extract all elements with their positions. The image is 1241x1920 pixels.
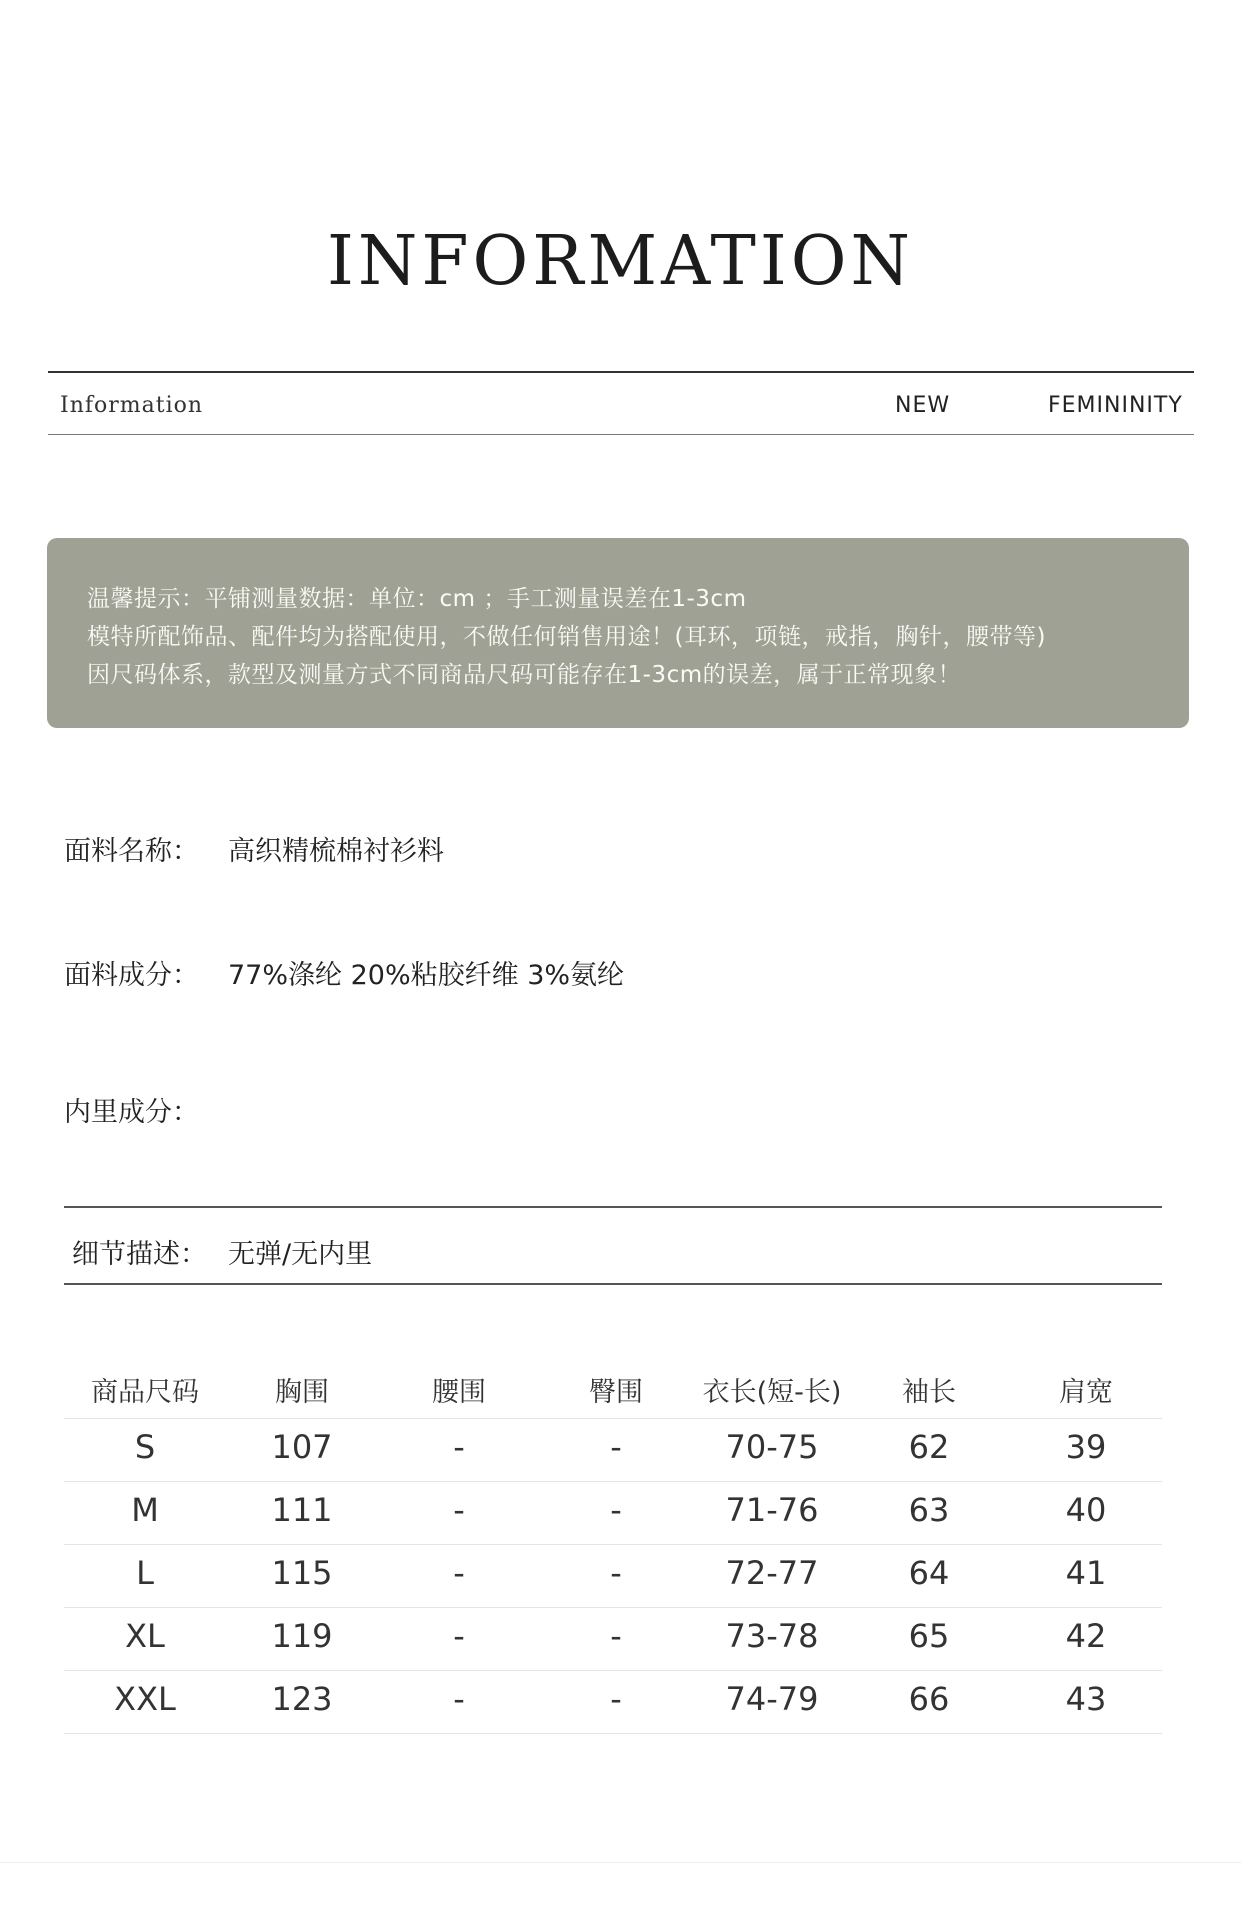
cell-shoulder: 39 xyxy=(1065,1428,1107,1466)
row-divider xyxy=(64,1418,1162,1419)
cell-chest: 107 xyxy=(271,1428,333,1466)
header-cell: 肩宽 xyxy=(1059,1377,1113,1408)
row-divider xyxy=(64,1481,1162,1482)
lining-label: 内里成分： xyxy=(64,1097,199,1128)
header-cell: 商品尺码 xyxy=(91,1377,199,1408)
header-cell: 袖长 xyxy=(902,1377,956,1408)
cell-shoulder: 40 xyxy=(1065,1491,1107,1529)
row-divider xyxy=(64,1607,1162,1608)
notice-line: 温馨提示：平铺测量数据：单位：cm ；手工测量误差在1-3cm xyxy=(87,586,747,612)
cell-length: 73-78 xyxy=(725,1617,819,1655)
header-cell: 衣长(短-长) xyxy=(702,1377,842,1408)
cell-waist: - xyxy=(453,1554,465,1592)
cell-sleeve: 65 xyxy=(908,1617,950,1655)
cell-chest: 111 xyxy=(271,1491,333,1529)
cell-waist: - xyxy=(453,1428,465,1466)
fabric-composition-value: 77%涤纶 20%粘胶纤维 3%氨纶 xyxy=(228,960,625,991)
cell-chest: 115 xyxy=(271,1554,333,1592)
cell-hip: - xyxy=(610,1680,622,1718)
cell-sleeve: 66 xyxy=(908,1680,950,1718)
fabric-name-value: 高织精梳棉衬衫料 xyxy=(228,836,444,867)
info-bar-label: Information xyxy=(60,393,204,418)
cell-chest: 119 xyxy=(271,1617,333,1655)
row-divider xyxy=(64,1670,1162,1671)
cell-size: XXL xyxy=(114,1680,176,1718)
notice-line: 因尺码体系，款型及测量方式不同商品尺码可能存在1-3cm的误差，属于正常现象！ xyxy=(87,662,962,688)
cell-hip: - xyxy=(610,1491,622,1529)
cell-waist: - xyxy=(453,1680,465,1718)
cell-shoulder: 42 xyxy=(1065,1617,1107,1655)
detail-value: 无弹/无内里 xyxy=(228,1239,373,1270)
cell-waist: - xyxy=(453,1491,465,1529)
fabric-name-label: 面料名称： xyxy=(64,836,199,867)
cell-hip: - xyxy=(610,1554,622,1592)
cell-size: S xyxy=(134,1428,156,1466)
cell-waist: - xyxy=(453,1617,465,1655)
info-bar-new: NEW xyxy=(895,393,951,418)
cell-hip: - xyxy=(610,1428,622,1466)
cell-hip: - xyxy=(610,1617,622,1655)
header-cell: 腰围 xyxy=(432,1377,486,1408)
header-cell: 胸围 xyxy=(275,1377,329,1408)
cell-sleeve: 63 xyxy=(908,1491,950,1529)
cell-length: 74-79 xyxy=(725,1680,819,1718)
cell-length: 72-77 xyxy=(725,1554,819,1592)
row-divider xyxy=(64,1733,1162,1734)
cell-chest: 123 xyxy=(271,1680,333,1718)
header-cell: 臀围 xyxy=(589,1377,643,1408)
cell-shoulder: 41 xyxy=(1065,1554,1107,1592)
cell-size: M xyxy=(131,1491,159,1529)
cell-size: L xyxy=(136,1554,154,1592)
cell-sleeve: 62 xyxy=(908,1428,950,1466)
page-bottom-divider xyxy=(0,1862,1241,1863)
cell-length: 71-76 xyxy=(725,1491,819,1529)
info-bar-femininity: FEMININITY xyxy=(1048,393,1183,418)
cell-length: 70-75 xyxy=(725,1428,819,1466)
cell-shoulder: 43 xyxy=(1065,1680,1107,1718)
cell-sleeve: 64 xyxy=(908,1554,950,1592)
fabric-composition-label: 面料成分： xyxy=(64,960,199,991)
cell-size: XL xyxy=(125,1617,165,1655)
page-title: INFORMATION xyxy=(327,222,914,301)
notice-line: 模特所配饰品、配件均为搭配使用，不做任何销售用途！(耳环，项链，戒指，胸针，腰带等) xyxy=(87,624,1046,650)
detail-label: 细节描述： xyxy=(72,1239,207,1270)
row-divider xyxy=(64,1544,1162,1545)
